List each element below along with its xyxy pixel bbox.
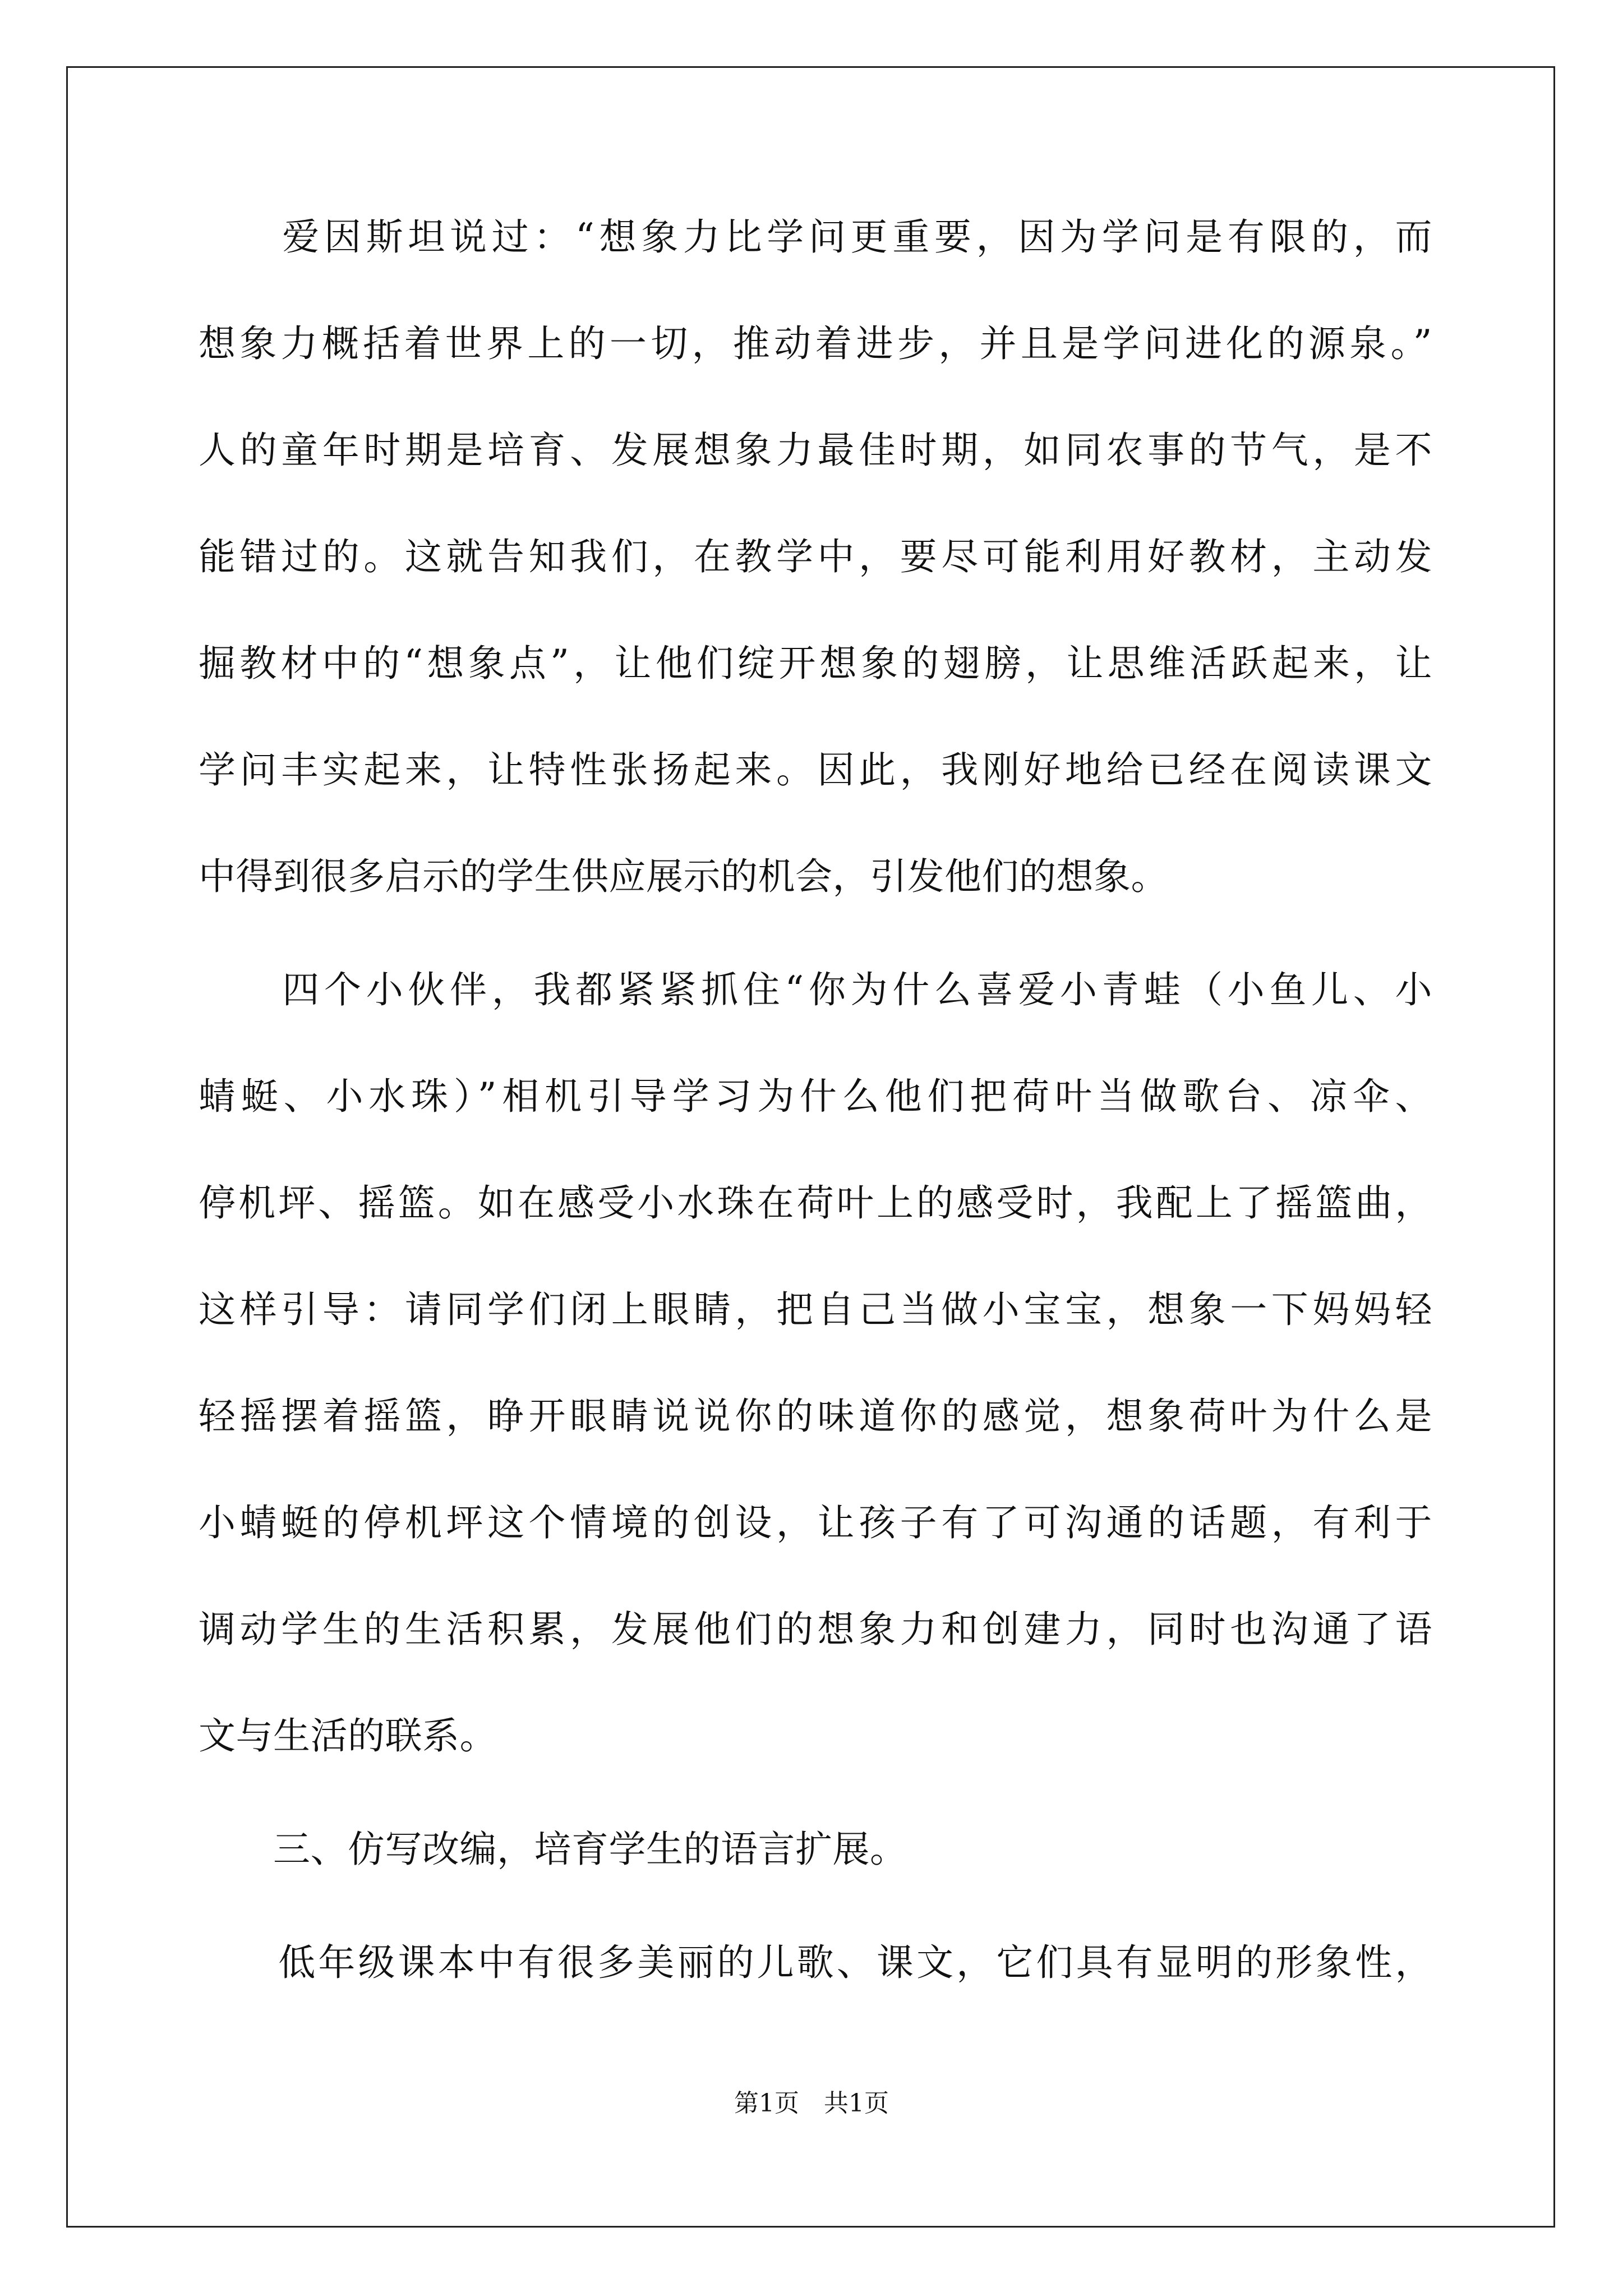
page-number-footer: 第1页 共1页 <box>734 2089 889 2118</box>
text-line: 这样引导：请同学们闭上眼睛，把自己当做小宝宝，想象一下妈妈轻 <box>199 1288 1432 1331</box>
text-line: 三、仿写改编，培育学生的语言扩展。 <box>199 1828 907 1871</box>
body-text <box>199 215 1432 2051</box>
text-line: 想象力概括着世界上的一切，推动着进步，并且是学问进化的源泉。” <box>199 322 1432 365</box>
text-line: 轻摇摆着摇篮，睁开眼睛说说你的味道你的感觉，想象荷叶为什么是 <box>199 1395 1432 1438</box>
text-line: 低年级课本中有很多美丽的儿歌、课文，它们具有显明的形象性， <box>199 1941 1432 1984</box>
text-line: 文与生活的联系。 <box>199 1714 497 1757</box>
text-line: 四个小伙伴，我都紧紧抓住“你为什么喜爱小青蛙（小鱼儿、小 <box>199 968 1432 1011</box>
text-line: 爱因斯坦说过：“想象力比学问更重要，因为学问是有限的，而 <box>199 215 1432 259</box>
text-line: 调动学生的生活积累，发展他们的想象力和创建力，同时也沟通了语 <box>199 1608 1432 1651</box>
text-line: 人的童年时期是培育、发展想象力最佳时期，如同农事的节气，是不 <box>199 429 1432 472</box>
text-line: 能错过的。这就告知我们，在教学中，要尽可能利用好教材，主动发 <box>199 535 1432 578</box>
text-line: 蜻蜓、小水珠）”相机引导学习为什么他们把荷叶当做歌台、凉伞、 <box>199 1075 1432 1118</box>
text-line: 学问丰实起来，让特性张扬起来。因此，我刚好地给已经在阅读课文 <box>199 748 1432 792</box>
text-line: 停机坪、摇篮。如在感受小水珠在荷叶上的感受时，我配上了摇篮曲， <box>199 1181 1432 1225</box>
text-line: 小蜻蜓的停机坪这个情境的创设，让孩子有了可沟通的话题，有利于 <box>199 1501 1432 1544</box>
text-line: 中得到很多启示的学生供应展示的机会，引发他们的想象。 <box>199 855 1168 898</box>
text-line: 掘教材中的“想象点”，让他们绽开想象的翅膀，让思维活跃起来，让 <box>199 642 1432 685</box>
